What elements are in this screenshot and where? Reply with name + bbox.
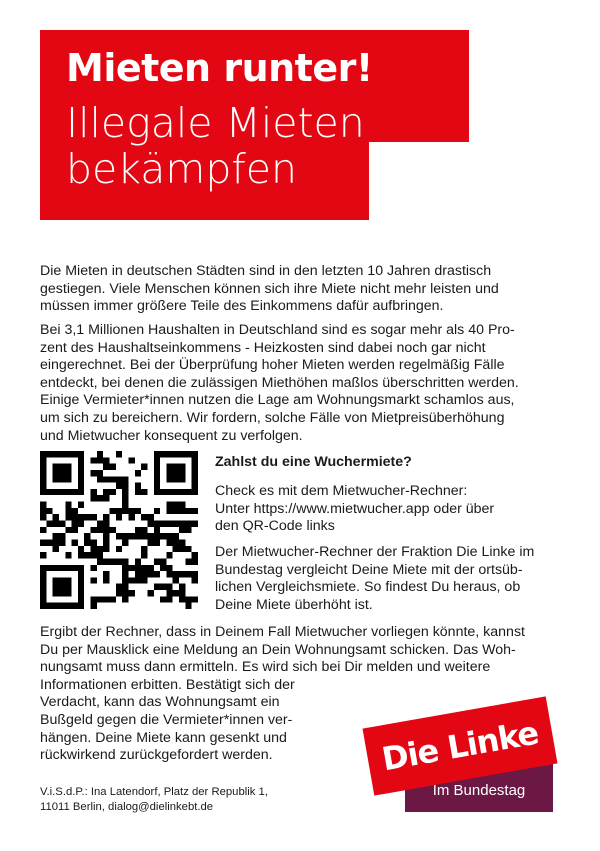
- qr-section-check-text: Check es mit dem Mietwucher-Rechner: Unter https://www.mietwucher.app oder über den QR-Code links: [215, 483, 495, 535]
- qr-section-description: Der Mietwucher-Rechner der Fraktion Die Linke im Bundestag vergleicht Deine Miete mit der ortsüb- lichen Vergleichsmiete. So findest Du heraus, ob Deine Miete überhöht ist.: [215, 544, 535, 613]
- logo-wordmark: Die Linke: [379, 713, 541, 779]
- logo-subtitle: Im Bundestag: [432, 782, 526, 799]
- result-paragraph: Ergibt der Rechner, dass in Deinem Fall Mietwucher vorliegen könnte, kannst Du per Mausklick eine Meldung an Dein Wohnungsamt schicken. Das Woh- nungsamt muss dann ermitteln. Es wird sich bei Dir melden und weitere Informationen erbitten. Bestätigt sich der Verdacht, kann das Wohnungsamt ein Bußgeld gegen die Vermieter*innen ver- hängen. Deine Miete kann gesenkt und rückwirkend zurückgefordert werden.: [40, 624, 525, 764]
- imprint: V.i.S.d.P.: Ina Latendorf, Platz der Republik 1, 11011 Berlin, dialog@dielinkebt.de: [40, 786, 268, 813]
- headline-banner: [40, 30, 469, 220]
- page-title: Mieten runter!: [66, 46, 373, 90]
- qr-code-icon[interactable]: [40, 451, 198, 609]
- page-subtitle: Illegale Mieten bekämpfen: [66, 99, 365, 193]
- intro-paragraph: Die Mieten in deutschen Städten sind in den letzten 10 Jahren drastisch gestiegen. Viele Menschen können sich ihre Miete nicht mehr leisten und müssen immer größere Teile des Einkommens dafür aufbringen.: [40, 263, 499, 315]
- qr-section-heading: Zahlst du eine Wuchermiete?: [215, 454, 412, 470]
- statistics-paragraph: Bei 3,1 Millionen Haushalten in Deutschland sind es sogar mehr als 40 Pro- zent des Haushaltseinkommens - Heizkosten sind dabei noch gar nicht eingerechnet. Bei der Überprüfung hoher Mieten werden regelmäßig Fälle entdeckt, bei denen die zulässigen Miethöhen maßlos überschritten werden. Einige Vermieter*innen nutzen die Lage am Wohnungsmarkt schamlos aus, um sich zu bereichern. Wir fordern, solche Fälle von Mietpreisüberhöhung und Mietwucher konsequent zu verfolgen.: [40, 322, 519, 444]
